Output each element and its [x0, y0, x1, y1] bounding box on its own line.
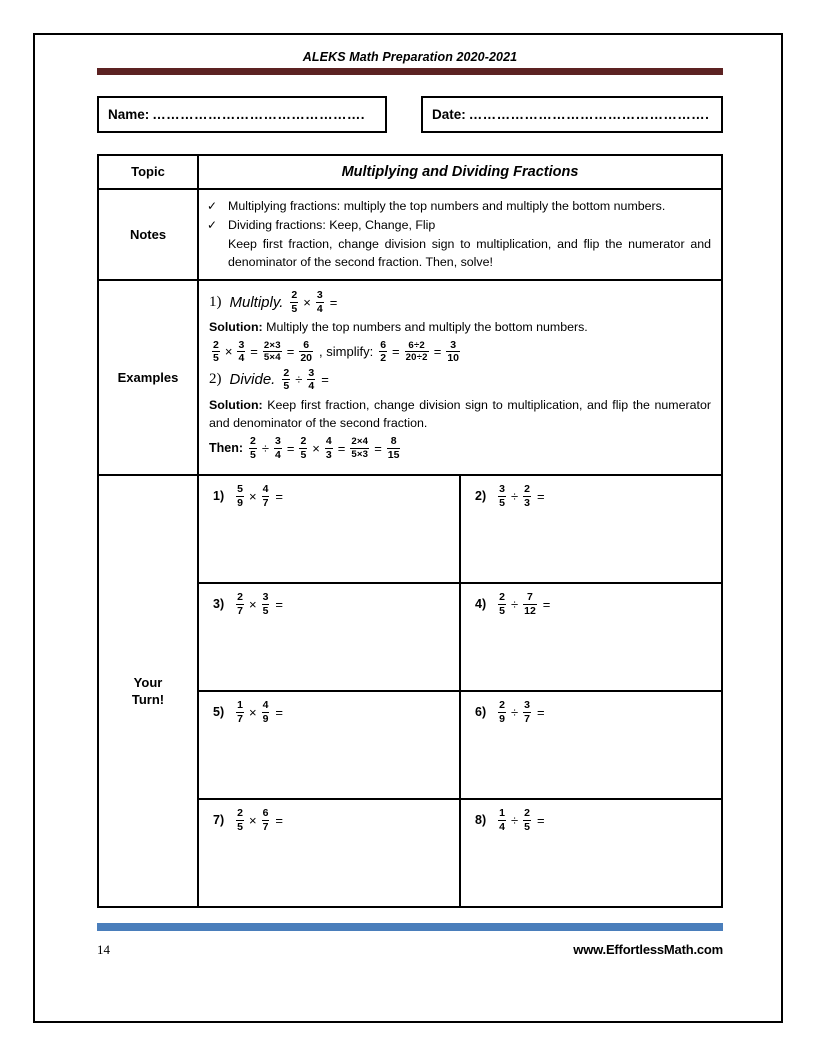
practice-problem	[475, 808, 721, 832]
example-block	[209, 368, 711, 460]
fraction-denominator: 9	[499, 712, 505, 725]
operator: ÷	[261, 440, 270, 456]
name-date-row	[97, 96, 723, 133]
fraction	[350, 437, 369, 459]
fraction-denominator: 2	[380, 352, 387, 365]
fraction-denominator: 5	[291, 302, 298, 315]
fraction	[498, 700, 506, 724]
notes-row	[98, 189, 722, 280]
practice-cell[interactable]	[460, 583, 721, 691]
fraction-numerator: 2	[300, 435, 307, 448]
fraction-denominator: 9	[237, 496, 243, 509]
fraction-numerator: 2	[237, 591, 243, 604]
fraction-denominator: 5	[213, 352, 219, 365]
fraction	[299, 340, 313, 364]
date-dots: …………………………………………….	[468, 107, 710, 122]
work-lead: Then:	[209, 441, 244, 456]
operator: ÷	[295, 372, 303, 388]
operator: ÷	[510, 812, 519, 828]
note-item	[207, 216, 711, 235]
example-heading	[209, 290, 711, 314]
practice-problem	[213, 700, 459, 724]
operator: ÷	[510, 596, 519, 612]
fraction-denominator: 10	[447, 352, 459, 365]
operator: =	[392, 344, 400, 360]
example-number: 2)	[209, 371, 222, 388]
document-title: ALEKS Math Preparation 2020-2021	[302, 50, 518, 64]
operator: =	[286, 440, 295, 456]
check-icon: ✓	[207, 217, 218, 232]
equals-sign: =	[275, 812, 283, 828]
examples-content	[198, 280, 722, 475]
fraction	[379, 340, 387, 364]
fraction	[212, 340, 220, 364]
fraction-denominator: 5	[262, 604, 269, 617]
footer	[97, 942, 723, 958]
fraction-numerator: 2	[499, 699, 505, 712]
name-label: Name:	[108, 107, 150, 122]
fraction-denominator: 15	[387, 448, 400, 461]
fraction-numerator: 6	[262, 807, 269, 820]
example-number: 1)	[209, 293, 222, 310]
fraction-numerator: 2	[283, 366, 290, 379]
operator: ×	[248, 704, 257, 720]
website-link[interactable]: www.EffortlessMath.com	[573, 942, 723, 958]
practice-cell[interactable]	[460, 476, 721, 583]
worksheet-table	[97, 154, 723, 908]
fraction-numerator: 2×4	[351, 435, 369, 447]
solution-text: Solution: Multiply the top numbers and multiply the bottom numbers.	[209, 320, 588, 335]
practice-cell[interactable]	[460, 691, 721, 799]
your-turn-row	[98, 475, 722, 907]
operator: ÷	[510, 488, 519, 504]
note-subtext: Keep first fraction, change division sign to multiplication, and flip the numerator and denominator of the second fraction. Then, solve!	[228, 236, 711, 269]
practice-cell[interactable]	[199, 691, 460, 799]
equals-sign: =	[542, 596, 551, 612]
problem-number: 8)	[475, 813, 487, 828]
operator: ×	[248, 488, 257, 504]
practice-problem	[475, 484, 721, 508]
equals-sign: =	[275, 704, 283, 720]
fraction-denominator: 7	[262, 496, 269, 509]
operator: =	[250, 344, 258, 360]
problem-number: 2)	[475, 489, 487, 504]
solution-label: Solution:	[209, 397, 268, 412]
fraction-denominator: 7	[524, 712, 530, 725]
equals-sign: =	[329, 294, 338, 310]
practice-problem	[475, 592, 721, 616]
fraction-numerator: 3	[524, 699, 530, 712]
fraction-numerator: 1	[237, 699, 243, 712]
examples-row	[98, 280, 722, 475]
fraction-numerator: 6	[303, 338, 310, 351]
your-turn-label-line1: Your	[133, 674, 163, 690]
equals-sign: =	[275, 596, 283, 612]
practice-grid	[199, 476, 721, 906]
fraction	[263, 341, 282, 363]
fraction-numerator: 3	[316, 289, 323, 302]
fraction-denominator: 5×3	[351, 448, 369, 460]
date-field[interactable]	[421, 96, 723, 133]
operator: ×	[303, 294, 311, 310]
fraction	[299, 436, 307, 460]
fraction-denominator: 4	[275, 448, 281, 461]
fraction-denominator: 12	[524, 604, 536, 617]
fraction-denominator: 4	[316, 302, 323, 315]
example-block	[209, 290, 711, 364]
fraction-numerator: 2	[213, 338, 219, 351]
page-content	[97, 50, 723, 1005]
fraction-numerator: 3	[275, 435, 281, 448]
fraction-numerator: 2	[250, 435, 256, 448]
fraction	[262, 700, 270, 724]
examples-label: Examples	[98, 280, 198, 475]
fraction	[387, 436, 401, 460]
fraction-numerator: 2	[237, 807, 243, 820]
your-turn-content	[198, 475, 722, 907]
fraction-denominator: 5	[237, 820, 243, 833]
fraction-denominator: 5	[250, 448, 256, 461]
example-verb: Multiply.	[229, 293, 284, 311]
operator: ×	[248, 812, 257, 828]
fraction-numerator: 3	[450, 338, 457, 351]
fraction-denominator: 4	[308, 380, 315, 393]
fraction	[262, 808, 270, 832]
operator: =	[374, 440, 382, 456]
work-text: , simplify:	[319, 344, 374, 360]
fraction-denominator: 5	[524, 820, 530, 833]
practice-cell[interactable]	[199, 799, 460, 906]
problem-number: 1)	[213, 489, 225, 504]
practice-problem	[213, 484, 459, 508]
page-number: 14	[97, 942, 110, 958]
fraction-numerator: 1	[499, 807, 505, 820]
name-field[interactable]	[97, 96, 387, 133]
fraction-numerator: 2	[499, 591, 505, 604]
fraction-numerator: 5	[237, 483, 243, 496]
fraction-numerator: 2	[291, 289, 298, 302]
fraction-numerator: 3	[238, 338, 245, 351]
fraction	[325, 436, 333, 460]
footer-rule	[97, 923, 723, 931]
fraction-denominator: 5	[499, 604, 505, 617]
example-heading	[209, 368, 711, 392]
work-line	[209, 340, 711, 364]
check-icon: ✓	[207, 199, 218, 213]
fraction	[498, 484, 506, 508]
solution-text: Solution: Keep first fraction, change division sign to multiplication, and flip the numerator and denominator of the second fraction.	[209, 397, 711, 431]
topic-value: Multiplying and Dividing Fractions	[198, 155, 722, 189]
operator: ×	[248, 596, 257, 612]
practice-problem	[213, 592, 459, 616]
equals-sign: =	[536, 704, 545, 720]
equals-sign: =	[536, 488, 545, 504]
name-dots: ……………………………………….	[152, 107, 365, 122]
your-turn-label-line2: Turn!	[131, 692, 165, 708]
header-rule	[97, 68, 723, 75]
fraction	[274, 436, 282, 460]
operator: ×	[312, 440, 320, 456]
fraction	[523, 484, 531, 508]
fraction	[290, 290, 298, 314]
fraction	[523, 592, 537, 616]
note-text: Multiplying fractions: multiply the top numbers and multiply the bottom numbers.	[228, 199, 666, 213]
problem-number: 6)	[475, 705, 487, 720]
fraction-denominator: 5×4	[263, 352, 281, 364]
practice-row	[199, 583, 721, 691]
fraction-denominator: 9	[262, 712, 269, 725]
fraction	[237, 340, 245, 364]
fraction	[446, 340, 460, 364]
problem-number: 3)	[213, 597, 225, 612]
operator: =	[286, 344, 295, 360]
fraction-numerator: 4	[262, 699, 269, 712]
operator: ÷	[510, 704, 519, 720]
note-text: Dividing fractions: Keep, Change, Flip	[228, 217, 436, 232]
fraction-numerator: 4	[325, 435, 332, 448]
fraction	[236, 592, 244, 616]
fraction-denominator: 20	[300, 352, 313, 365]
fraction-denominator: 5	[499, 496, 505, 509]
fraction	[262, 484, 270, 508]
notes-content	[198, 189, 722, 280]
fraction-numerator: 8	[390, 435, 397, 448]
operator: =	[337, 440, 346, 456]
problem-number: 4)	[475, 597, 487, 612]
equals-sign: =	[275, 488, 283, 504]
practice-problem	[213, 808, 459, 832]
fraction	[236, 808, 244, 832]
fraction-denominator: 5	[300, 448, 307, 461]
note-item	[207, 197, 711, 216]
date-label: Date:	[432, 107, 466, 122]
fraction-denominator: 3	[524, 496, 530, 509]
fraction	[262, 592, 270, 616]
fraction	[405, 341, 429, 363]
fraction	[498, 808, 506, 832]
equals-sign: =	[536, 812, 545, 828]
equals-sign: =	[321, 372, 329, 388]
operator: ×	[224, 344, 233, 360]
problem-number: 7)	[213, 813, 225, 828]
fraction-numerator: 6	[380, 338, 387, 351]
practice-row	[199, 476, 721, 583]
fraction	[523, 808, 531, 832]
fraction	[307, 368, 315, 392]
practice-cell[interactable]	[199, 476, 460, 583]
fraction-denominator: 4	[238, 352, 245, 365]
fraction	[236, 700, 244, 724]
solution-label: Solution:	[209, 320, 267, 335]
fraction-denominator: 7	[237, 712, 243, 725]
worksheet-page	[33, 33, 783, 1023]
work-line	[209, 436, 711, 460]
fraction	[498, 592, 506, 616]
notes-label: Notes	[98, 189, 198, 280]
practice-cell[interactable]	[199, 583, 460, 691]
fraction-denominator: 3	[325, 448, 332, 461]
fraction-numerator: 2×3	[263, 339, 281, 351]
fraction	[282, 368, 290, 392]
fraction-numerator: 3	[262, 591, 269, 604]
fraction-numerator: 4	[262, 483, 269, 496]
fraction-denominator: 4	[499, 820, 505, 833]
fraction-numerator: 3	[308, 366, 315, 379]
operator: =	[433, 344, 442, 360]
fraction-denominator: 5	[283, 380, 290, 393]
fraction	[236, 484, 244, 508]
practice-cell[interactable]	[460, 799, 721, 906]
fraction-numerator: 7	[527, 591, 533, 604]
fraction	[316, 290, 324, 314]
fraction-denominator: 7	[262, 820, 269, 833]
your-turn-label	[98, 475, 198, 907]
fraction-denominator: 20÷2	[405, 352, 428, 364]
fraction-numerator: 6÷2	[408, 339, 425, 351]
fraction	[249, 436, 257, 460]
example-verb: Divide.	[229, 371, 276, 389]
topic-label: Topic	[98, 155, 198, 189]
practice-problem	[475, 700, 721, 724]
fraction-numerator: 3	[499, 483, 505, 496]
fraction	[523, 700, 531, 724]
fraction-denominator: 7	[237, 604, 243, 617]
practice-row	[199, 691, 721, 799]
topic-row	[98, 155, 722, 189]
fraction-numerator: 2	[524, 483, 530, 496]
practice-row	[199, 799, 721, 906]
fraction-numerator: 2	[524, 807, 530, 820]
problem-number: 5)	[213, 705, 225, 720]
